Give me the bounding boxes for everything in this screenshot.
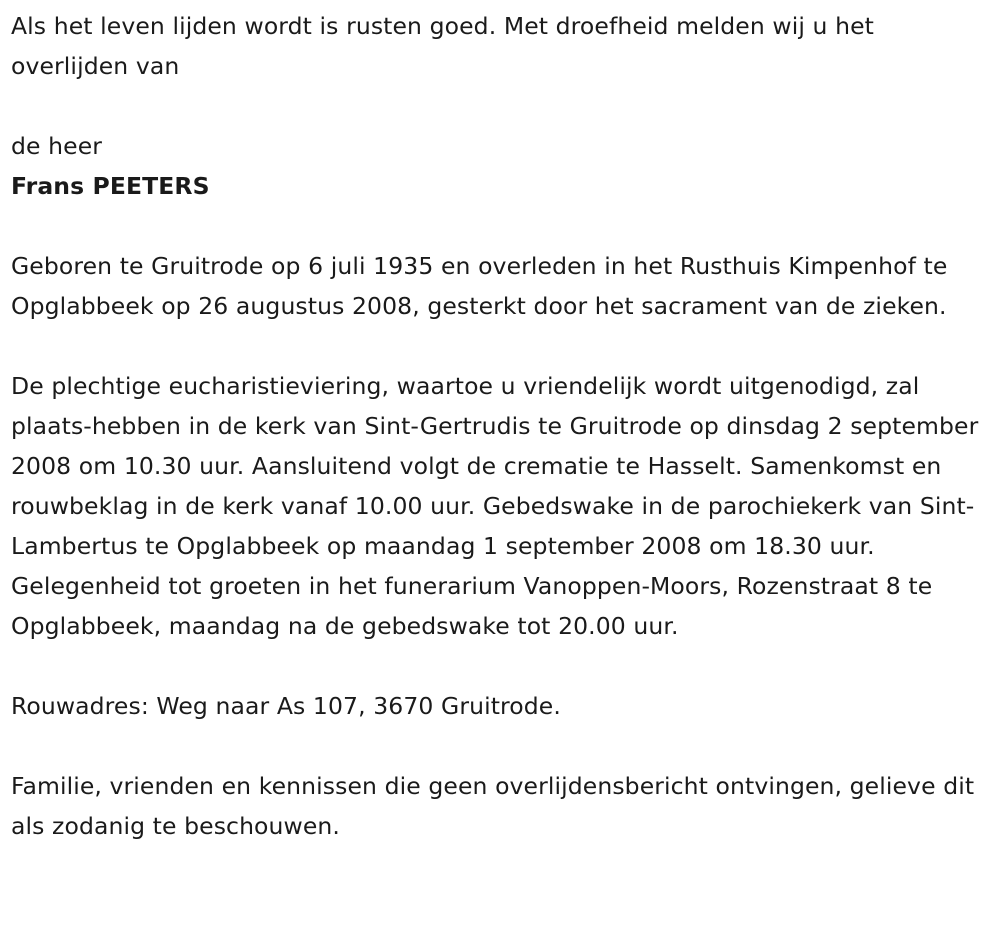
obituary-notice xyxy=(11,6,991,846)
spacer xyxy=(11,206,991,246)
birth-death-paragraph: Geboren te Gruitrode op 6 juli 1935 en overleden in het Rusthuis Kimpenhof te Opglabbeek op 26 augustus 2008, gesterkt door het sacrament van de zieken. xyxy=(11,252,948,320)
spacer xyxy=(11,726,991,766)
mourning-address: Rouwadres: Weg naar As 107, 3670 Gruitrode. xyxy=(11,692,561,720)
spacer xyxy=(11,326,991,366)
deceased-name: Frans PEETERS xyxy=(11,172,210,200)
honorific: de heer xyxy=(11,132,103,160)
closing-paragraph: Familie, vrienden en kennissen die geen overlijdensbericht ontvingen, gelieve dit als zodanig te beschouwen. xyxy=(11,772,975,840)
ceremony-paragraph: De plechtige eucharistieviering, waartoe u vriendelijk wordt uitgenodigd, zal plaats-hebben in de kerk van Sint-Gertrudis te Gruitrode op dinsdag 2 september 2008 om 10.30 uur. Aansluitend volgt de crematie te Hasselt. Samenkomst en rouwbeklag in de kerk vanaf 10.00 uur. Gebedswake in de parochiekerk van Sint-Lambertus te Opglabbeek op maandag 1 september 2008 om 18.30 uur. Gelegenheid tot groeten in het funerarium Vanoppen-Moors, Rozenstraat 8 te Opglabbeek, maandag na de gebedswake tot 20.00 uur. xyxy=(11,372,979,640)
intro-text: Als het leven lijden wordt is rusten goed. Met droefheid melden wij u het overlijden van xyxy=(11,12,874,80)
spacer xyxy=(11,86,991,126)
spacer xyxy=(11,646,991,686)
